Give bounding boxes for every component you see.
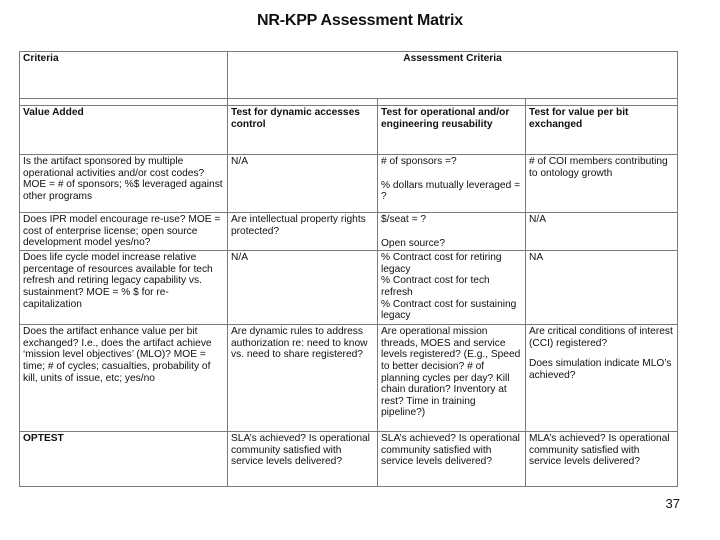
page-title: NR-KPP Assessment Matrix bbox=[257, 12, 463, 29]
access-cell: N/A bbox=[228, 155, 378, 213]
table-row bbox=[20, 213, 678, 251]
page-number: 37 bbox=[665, 496, 680, 511]
reusability-cell bbox=[378, 251, 526, 325]
criteria-cell: Does life cycle model increase relative percentage of resources available for tech refresh and retiring legacy capability vs. sustainment? MOE = % $ for re-capitalization bbox=[20, 251, 228, 325]
value-per-bit-header: Test for value per bit exchanged bbox=[526, 106, 678, 155]
value-per-bit-cell: NA bbox=[526, 251, 678, 325]
access-cell: Are dynamic rules to address authorization re: need to know vs. need to share registered? bbox=[228, 325, 378, 432]
reusability-line: % Contract cost for retiring legacy bbox=[381, 252, 502, 275]
access-cell: Are intellectual property rights protected? bbox=[228, 213, 378, 251]
reusability-line: Open source? bbox=[381, 237, 445, 249]
reusability-cell bbox=[378, 155, 526, 213]
table-row bbox=[20, 155, 678, 213]
reusability-line: % Contract cost for tech refresh bbox=[381, 275, 490, 298]
value-added-label: Value Added bbox=[20, 106, 228, 155]
value-added-row bbox=[20, 106, 678, 155]
value-per-bit-line: Does simulation indicate MLO’s achieved? bbox=[529, 358, 672, 381]
value-per-bit-line: Are critical conditions of interest (CCI) registered? bbox=[529, 326, 673, 349]
header-row bbox=[20, 52, 678, 99]
access-cell: SLA’s achieved? Is operational community satisfied with service levels delivered? bbox=[228, 432, 378, 487]
reusability-cell: SLA’s achieved? Is operational community satisfied with service levels delivered? bbox=[378, 432, 526, 487]
value-per-bit-cell: # of COI members contributing to ontology growth bbox=[526, 155, 678, 213]
criteria-cell: Is the artifact sponsored by multiple operational activities and/or cost codes? MOE = # of sponsors; %$ leveraged against other programs bbox=[20, 155, 228, 213]
optest-row bbox=[20, 432, 678, 487]
value-per-bit-cell: N/A bbox=[526, 213, 678, 251]
assessment-criteria-header: Assessment Criteria bbox=[228, 52, 678, 99]
reusability-cell bbox=[378, 213, 526, 251]
table-row bbox=[20, 325, 678, 432]
reusability-line: # of sponsors =? bbox=[381, 156, 457, 167]
access-cell: N/A bbox=[228, 251, 378, 325]
criteria-cell: Does the artifact enhance value per bit exchanged? I.e., does the artifact achieve ‘mission level objectives’ (MLO)? MOE = time; # of cycles; casualties, probability of kill, units of issue, etc; yes/no bbox=[20, 325, 228, 432]
optest-label: OPTEST bbox=[20, 432, 228, 487]
criteria-cell: Does IPR model encourage re-use? MOE = cost of enterprise license; open source development model yes/no? bbox=[20, 213, 228, 251]
spacer-row bbox=[20, 99, 678, 106]
assessment-matrix-table bbox=[19, 51, 678, 487]
reusability-line: $/seat = ? bbox=[381, 214, 427, 225]
value-per-bit-cell bbox=[526, 325, 678, 432]
reusability-line: % dollars mutually leveraged = ? bbox=[381, 179, 521, 203]
reusability-cell: Are operational mission threads, MOES and service levels registered? (E.g., Speed to better decision? # of planning cycles per day? Kill chain duration? Inventory at rest? Time in training pipeline?) bbox=[378, 325, 526, 432]
table-row bbox=[20, 251, 678, 325]
reusability-line: % Contract cost for sustaining legacy bbox=[381, 298, 517, 322]
dynamic-access-header: Test for dynamic accesses control bbox=[228, 106, 378, 155]
criteria-header: Criteria bbox=[20, 52, 228, 99]
value-per-bit-cell: MLA’s achieved? Is operational community satisfied with service levels delivered? bbox=[526, 432, 678, 487]
reusability-header: Test for operational and/or engineering reusability bbox=[378, 106, 526, 155]
